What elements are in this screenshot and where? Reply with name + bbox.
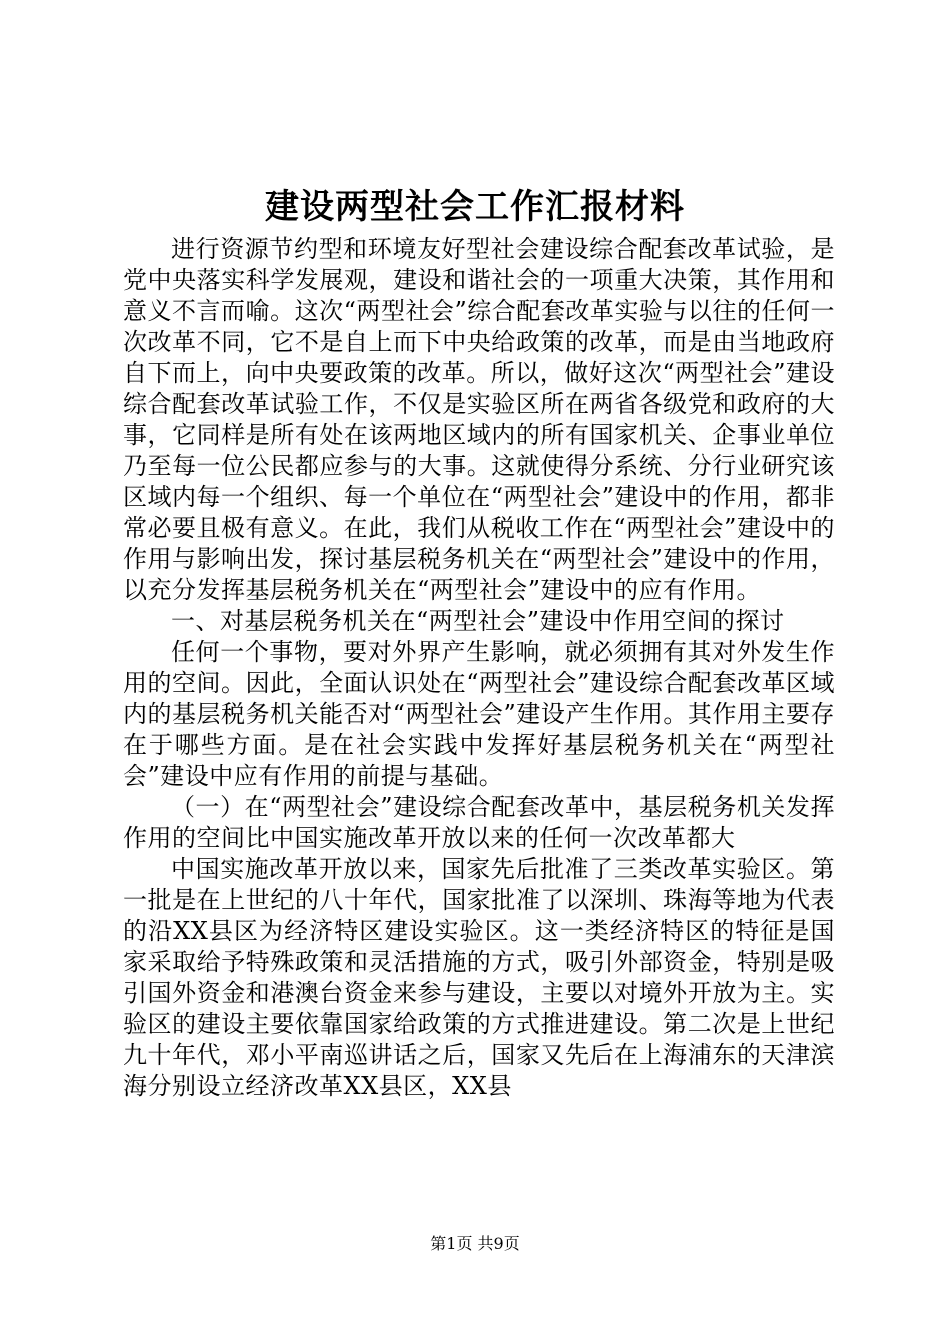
document-body bbox=[123, 234, 835, 1102]
paragraph-intro: 进行资源节约型和环境友好型社会建设综合配套改革试验，是党中央落实科学发展观，建设和谐社会的一项重大决策，其作用和意义不言而喻。这次“两型社会”综合配套改革实验与以往的任何一次改革不同，它不是自上而下中央给政策的改革，而是由当地政府自下而上，向中央要政策的改革。所以，做好这次“两型社会”建设综合配套改革试验工作，不仅是实验区所在两省各级党和政府的大事，它同样是所有处在该两地区域内的所有国家机关、企事业单位乃至每一位公民都应参与的大事。这就使得分系统、分行业研究该区域内每一个组织、每一个单位在“两型社会”建设中的作用，都非常必要且极有意义。在此，我们从税收工作在“两型社会”建设中的作用与影响出发，探讨基层税务机关在“两型社会”建设中的作用，以充分发挥基层税务机关在“两型社会”建设中的应有作用。 bbox=[123, 235, 835, 604]
document-title: 建设两型社会工作汇报材料 bbox=[265, 187, 685, 227]
section-heading-1: 一、对基层税务机关在“两型社会”建设中作用空间的探讨 bbox=[171, 607, 785, 635]
page-number: 第1页 共9页 bbox=[430, 1234, 520, 1253]
paragraph-subsection-1: 中国实施改革开放以来，国家先后批准了三类改革实验区。第一批是在上世纪的八十年代，国家批准了以深圳、珠海等地为代表的沿XX县区为经济特区建设实验区。这一类经济特区的特征是国家采取给予特殊政策和灵活措施的方式，吸引外部资金，特别是吸引国外资金和港澳台资金来参与建设，主要以对境外开放为主。实验区的建设主要依靠国家给政策的方式推进建设。第二次是上世纪九十年代，邓小平南巡讲话之后，国家又先后在上海浦东的天津滨海分别设立经济改革XX县区，XX县 bbox=[123, 855, 835, 1100]
paragraph-section-1: 任何一个事物，要对外界产生影响，就必须拥有其对外发生作用的空间。因此，全面认识处在“两型社会”建设综合配套改革区域内的基层税务机关能否对“两型社会”建设产生作用。其作用主要存在于哪些方面。是在社会实践中发挥好基层税务机关在“两型社会”建设中应有作用的前提与基础。 bbox=[123, 638, 835, 790]
subsection-heading-1: （一）在“两型社会”建设综合配套改革中，基层税务机关发挥作用的空间比中国实施改革开放以来的任何一次改革都大 bbox=[123, 793, 835, 852]
